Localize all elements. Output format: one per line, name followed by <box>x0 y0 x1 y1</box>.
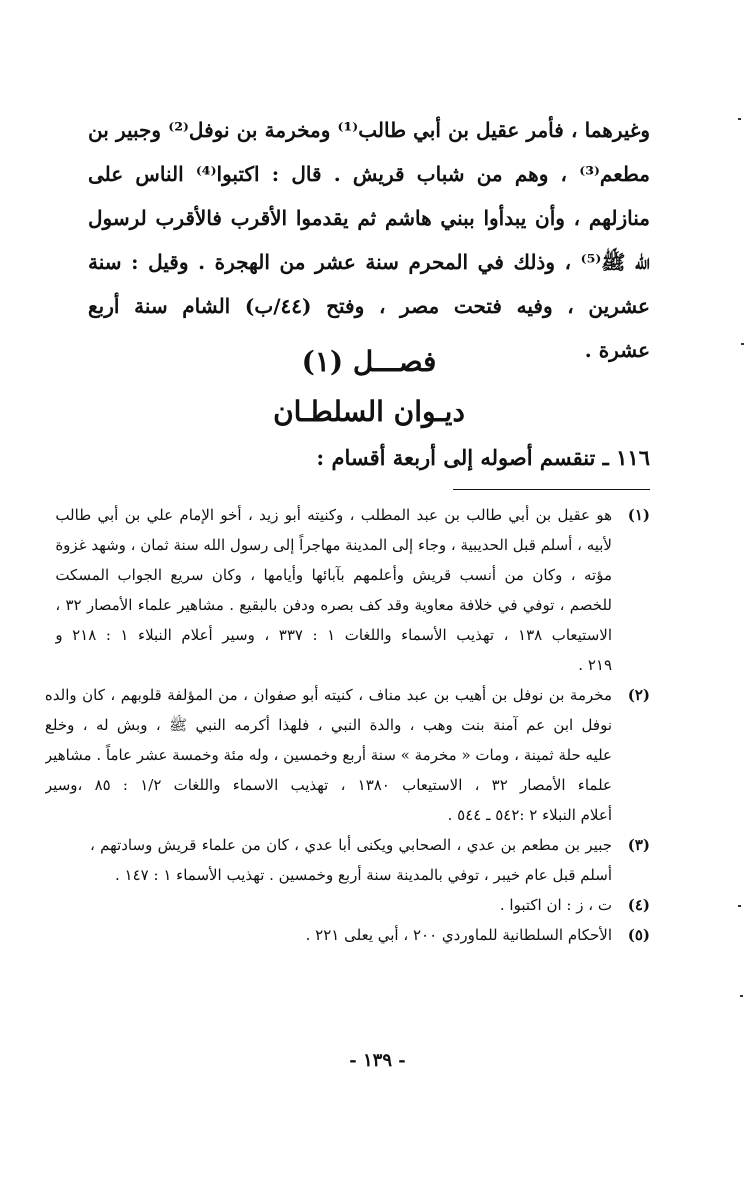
footnote-line: أعلام النبلاء ٢ :٥٤٢ ـ ٥٤٤ . <box>447 806 612 824</box>
section-title: ديـوان السلطـان <box>273 395 465 428</box>
main-text-line: وغيرهما ، فأمر عقيل بن أبي طالب⁽¹⁾ ومخرمة بن نوفل⁽²⁾ وجبير بن <box>88 118 650 142</box>
footnote-line: مؤته ، وكان من أنسب قريش وأعلمهم بآبائها وأيامها ، وكان سريع الجواب المسكت <box>55 566 612 584</box>
main-text <box>88 108 650 372</box>
footnote-line: علماء الأمصار ٣٢ ، الاستيعاب ١٣٨٠ ، تهذيب الاسماء واللغات ١/٢ : ٨٥ ،وسير <box>44 776 612 794</box>
chapter-heading: فصـــل (١) <box>301 345 437 378</box>
footnote-line: ٢١٩ . <box>578 656 612 674</box>
main-text-line: عشرة . <box>584 338 650 362</box>
footnote-line: ت ، ز : ان اكتبوا . <box>499 896 612 914</box>
footnote <box>90 890 650 920</box>
main-text-line: الله ﷺ⁽⁵⁾ ، وذلك في المحرم سنة عشر من الهجرة . وقيل : سنة <box>88 250 650 274</box>
margin-speck <box>738 118 741 120</box>
footnote-line: جبير بن مطعم بن عدي ، الصحابي ويكنى أبا عدي ، كان من علماء قريش وسادتهم ، <box>90 836 612 854</box>
footnotes <box>44 500 650 950</box>
footnote-line: للخصم ، توفي في خلافة معاوية وقد كف بصره ودفن بالبقيع . مشاهير علماء الأمصار ٣٢ ، <box>55 596 612 614</box>
footnote-number: (٢) <box>627 686 650 704</box>
footnote-line: نوفل ابن عم آمنة بنت وهب ، والدة النبي ، فلهذا أكرمه النبي ﷺ ، وبش له ، وخلع <box>44 716 612 734</box>
footnote-separator <box>453 489 650 490</box>
footnote-number: (٣) <box>627 836 650 854</box>
footnote-line: الاستيعاب ١٣٨ ، تهذيب الأسماء واللغات ١ : ٣٣٧ ، وسير أعلام النبلاء ١ : ٢١٨ و <box>55 626 612 644</box>
footnote-line: مخرمة بن نوفل بن أهيب بن عبد مناف ، كنيته أبو صفوان ، من المؤلفة قلوبهم ، كان والده <box>44 686 612 704</box>
footnote <box>55 500 650 680</box>
footnote-number: (١) <box>627 506 650 524</box>
footnote <box>90 830 650 890</box>
footnote <box>44 680 650 830</box>
page-number: - ١٣٩ - <box>349 1050 406 1071</box>
main-text-line: عشرين ، وفيه فتحت مصر ، وفتح (٤٤/ب) الشام سنة أربع <box>88 294 650 318</box>
footnote-line: الأحكام السلطانية للماوردي ٢٠٠ ، أبي يعلى ٢٢١ . <box>305 926 612 944</box>
margin-speck <box>740 995 743 997</box>
paragraph-heading: ١١٦ ـ تنقسم أصوله إلى أربعة أقسام : <box>316 445 650 470</box>
footnote-line: عليه حلة ثمينة ، ومات « مخرمة » سنة أربع وخمسين ، وله مئة وخمسة عشر عاماً . مشاهير <box>44 746 612 764</box>
main-text-line: مطعم⁽³⁾ ، وهم من شباب قريش . قال : اكتبوا⁽⁴⁾ الناس على <box>88 162 650 186</box>
main-text-line: منازلهم ، وأن يبدأوا ببني هاشم ثم يقدموا الأقرب فالأقرب لرسول <box>88 206 650 230</box>
footnote-line: هو عقيل بن أبي طالب بن عبد المطلب ، وكنيته أبو زيد ، أخو الإمام علي بن أبي طالب <box>55 506 612 524</box>
margin-speck <box>741 343 744 345</box>
footnote-number: (٤) <box>627 896 650 914</box>
footnote <box>90 920 650 950</box>
footnote-line: أسلم قبل عام خيبر ، توفي بالمدينة سنة أربع وخمسين . تهذيب الأسماء ١ : ١٤٧ . <box>115 866 612 884</box>
margin-speck <box>738 905 741 907</box>
footnote-number: (٥) <box>627 926 650 944</box>
footnote-line: لأبيه ، أسلم قبل الحديبية ، وجاء إلى المدينة مهاجراً إلى رسول الله سنة ثمان ، وشهد غزوة <box>55 536 612 554</box>
